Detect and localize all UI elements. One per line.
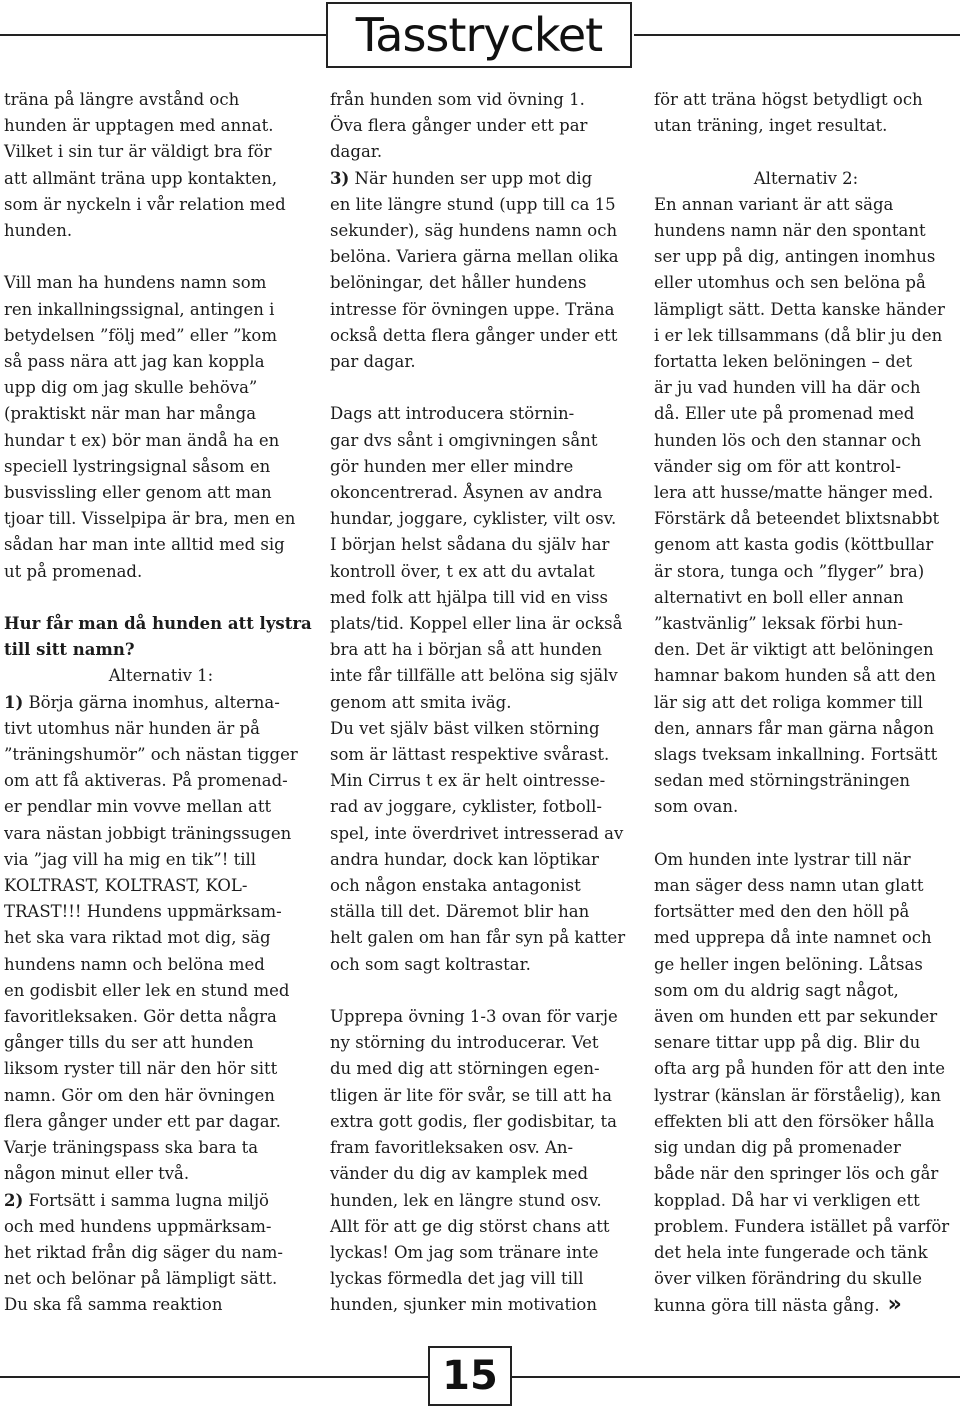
text-line: intresse för övningen uppe. Träna: [330, 299, 615, 319]
text-line: liksom ryster till när den hör sitt: [4, 1059, 278, 1079]
text-line: tligen är lite för svår, se till att ha: [330, 1085, 612, 1105]
text-line: okoncentrerad. Åsynen av andra: [330, 483, 603, 503]
text-line: Öva flera gånger under ett par: [330, 116, 588, 136]
text-line: belöningar, det håller hundens: [330, 273, 587, 293]
text-line: den, annars får man gärna någon: [654, 718, 934, 738]
text-line: ställa till det. Däremot blir han: [330, 902, 590, 922]
text-line: KOLTRAST, KOLTRAST, KOL-: [4, 876, 248, 896]
text-line: senare tittar upp på dig. Blir du: [654, 1033, 921, 1053]
text-line: utan träning, inget resultat.: [654, 116, 888, 136]
page-number: 15: [442, 1353, 498, 1399]
text-line: lyckas förmedla det jag vill till: [330, 1269, 584, 1289]
text-line: fortatta leken belöningen – det: [654, 352, 913, 372]
text-line: sådan har man inte alltid med sig: [4, 535, 285, 555]
text-line: Vilket i sin tur är väldigt bra för: [4, 142, 272, 162]
text-line: ren inkallningssignal, antingen i: [4, 299, 275, 319]
text-line: slags tveksam inkallning. Fortsätt: [654, 745, 938, 765]
text-line: En annan variant är att säga: [654, 194, 894, 214]
text-line: man säger dess namn utan glatt: [654, 876, 924, 896]
text-line: hunden.: [4, 221, 73, 241]
text-line: Alternativ 1:: [108, 666, 214, 686]
text-line: er pendlar min vovve mellan att: [4, 797, 272, 817]
text-line: så pass nära att jag kan koppla: [4, 352, 265, 372]
text-line: och någon enstaka antagonist: [330, 876, 581, 896]
text-line: busvissling eller genom att man: [4, 483, 272, 503]
text-line: som är nyckeln i vår relation med: [4, 194, 286, 214]
text-column-1: [4, 87, 318, 1319]
text-line: tjoar till. Visselpipa är bra, men en: [4, 509, 296, 529]
text-line: du med dig att störningen egen-: [330, 1059, 600, 1079]
text-line: lystrar (känslan är förståelig), kan: [654, 1085, 942, 1105]
text-line: fortsätter med den den höll på: [654, 902, 910, 922]
text-line: (praktiskt när man har många: [4, 404, 257, 424]
text-line: och som sagt koltrastar.: [330, 954, 531, 974]
text-line: kontroll över, t ex att du avtalat: [330, 561, 595, 581]
masthead-box: [326, 2, 632, 68]
text-line: alternativt en boll eller annan: [654, 587, 904, 607]
header-rule-right: [634, 34, 960, 36]
text-line: vänder du dig av kamplek med: [330, 1164, 589, 1184]
text-line: en godisbit eller lek en stund med: [4, 980, 290, 1000]
text-line: hunden är upptagen med annat.: [4, 116, 274, 136]
text-line: ge heller ingen belöning. Låtsas: [654, 954, 923, 974]
text-line: kopplad. Då har vi verkligen ett: [654, 1190, 920, 1210]
text-line: 2) Fortsätt i samma lugna miljö: [4, 1190, 269, 1210]
text-line: hunden, lek en längre stund osv.: [330, 1190, 602, 1210]
text-line: Varje träningspass ska bara ta: [4, 1138, 259, 1158]
paragraph-gap: [330, 375, 636, 401]
text-line: ny störning du introducerar. Vet: [330, 1033, 599, 1053]
text-line: dagar.: [330, 142, 383, 162]
text-line: hunden, sjunker min motivation: [330, 1295, 597, 1315]
text-line: speciell lystringsignal såsom en: [4, 456, 271, 476]
text-line: vänder sig om för att kontrol-: [654, 456, 902, 476]
text-line: Du ska få samma reaktion: [4, 1295, 223, 1315]
text-line: ser upp på dig, antingen inomhus: [654, 247, 936, 267]
text-line: till sitt namn?: [4, 640, 135, 660]
text-line: sig undan dig på promenader: [654, 1138, 901, 1158]
text-line: I början helst sådana du själv har: [330, 535, 610, 555]
text-line: och med hundens uppmärksam-: [4, 1216, 272, 1236]
paragraph-gap: [654, 821, 958, 847]
text-line: lämpligt sätt. Detta kanske händer: [654, 299, 945, 319]
text-line: gånger tills du ser att hunden: [4, 1033, 254, 1053]
text-line: Dags att introducera störnin-: [330, 404, 575, 424]
text-line: upp dig om jag skulle behöva”: [4, 378, 258, 398]
text-line: gar dvs sånt i omgivningen sånt: [330, 430, 598, 450]
text-line: rad av joggare, cyklister, fotboll-: [330, 797, 602, 817]
text-line: favoritleksaken. Gör detta några: [4, 1007, 277, 1027]
text-line: i er lek tillsammans (då blir ju den: [654, 325, 943, 345]
text-line: helt galen om han får syn på katter: [330, 928, 626, 948]
footer-rule-left: [0, 1376, 428, 1378]
text-line: som ovan.: [654, 797, 739, 817]
text-line: het ska vara riktad mot dig, säg: [4, 928, 271, 948]
text-line: hundens namn och belöna med: [4, 954, 265, 974]
text-line: betydelsen ”följ med” eller ”kom: [4, 325, 277, 345]
text-line: med folk att hjälpa till vid en viss: [330, 587, 608, 607]
text-line: par dagar.: [330, 352, 416, 372]
text-line: hamnar bakom hunden så att den: [654, 666, 936, 686]
text-line: sekunder), säg hundens namn och: [330, 221, 618, 241]
text-line: genom att smita iväg.: [330, 692, 512, 712]
text-line: hundar, joggare, cyklister, vilt osv.: [330, 509, 617, 529]
text-line: Hur får man då hunden att lystra: [4, 614, 312, 634]
text-line: effekten bli att den försöker hålla: [654, 1111, 935, 1131]
text-line: lär sig att det roliga kommer till: [654, 692, 923, 712]
text-line: ofta arg på hunden för att den inte: [654, 1059, 946, 1079]
text-line: eller utomhus och sen belöna på: [654, 273, 926, 293]
text-line: en lite längre stund (upp till ca 15: [330, 194, 616, 214]
text-line: det hela inte fungerade och tänk: [654, 1242, 928, 1262]
text-line: hunden lös och den stannar och: [654, 430, 922, 450]
text-line: som om du aldrig sagt något,: [654, 980, 899, 1000]
paragraph-gap: [4, 585, 318, 611]
text-line: över vilken förändring du skulle: [654, 1269, 923, 1289]
continue-arrow-icon: »: [887, 1292, 902, 1318]
text-line: via ”jag vill ha mig en tik”! till: [4, 849, 257, 869]
text-line: som är lättast respektive svårast.: [330, 745, 610, 765]
text-line: lera att husse/matte hänger med.: [654, 483, 934, 503]
text-line: någon minut eller två.: [4, 1164, 190, 1184]
text-line: att allmänt träna upp kontakten,: [4, 168, 278, 188]
text-line-content: kunna göra till nästa gång.: [654, 1296, 880, 1316]
text-line: genom att kasta godis (köttbullar: [654, 535, 934, 555]
text-line: problem. Fundera istället på varför: [654, 1216, 950, 1236]
paragraph-gap: [330, 978, 636, 1004]
text-line: för att träna högst betydligt och: [654, 90, 923, 109]
text-line: Du vet själv bäst vilken störning: [330, 718, 600, 738]
text-line: vara nästan jobbigt träningssugen: [4, 823, 292, 843]
text-line: ”träningshumör” och nästan tigger: [4, 745, 298, 765]
text-line: flera gånger under ett par dagar.: [4, 1111, 281, 1131]
text-line: 3) När hunden ser upp mot dig: [330, 168, 593, 188]
text-line: andra hundar, dock kan löptikar: [330, 849, 599, 869]
text-line: från hunden som vid övning 1.: [330, 90, 585, 109]
text-line: träna på längre avstånd och: [4, 90, 240, 109]
masthead-title: Tasstrycket: [355, 8, 603, 62]
text-line: fram favoritleksaken osv. An-: [330, 1138, 574, 1158]
text-column-2: [330, 87, 636, 1319]
text-line: också detta flera gånger under ett: [330, 325, 618, 345]
paragraph-gap: [654, 139, 958, 165]
text-column-3: [654, 87, 958, 1320]
text-line: extra gott godis, fler godisbitar, ta: [330, 1111, 618, 1131]
header-rule-left: [0, 34, 326, 36]
text-line: Vill man ha hundens namn som: [4, 273, 267, 293]
text-line: [654, 1292, 958, 1319]
text-line: spel, inte överdrivet intresserad av: [330, 823, 624, 843]
text-line: ”kastvänlig” leksak förbi hun-: [654, 614, 904, 634]
text-line: belöna. Variera gärna mellan olika: [330, 247, 619, 267]
text-line: är stora, tunga och ”flyger” bra): [654, 561, 925, 581]
text-line: Om hunden inte lystrar till när: [654, 849, 911, 869]
text-line: den. Det är viktigt att belöningen: [654, 640, 934, 660]
text-line: bra att ha i början så att hunden: [330, 640, 603, 660]
text-line: Förstärk då beteendet blixtsnabbt: [654, 509, 940, 529]
text-line: TRAST!!! Hundens uppmärksam-: [4, 902, 282, 922]
footer-rule-right: [512, 1376, 960, 1378]
text-line: tivt utomhus när hunden är på: [4, 718, 260, 738]
text-line: ut på promenad.: [4, 561, 143, 581]
text-line: Allt för att ge dig störst chans att: [330, 1216, 610, 1236]
paragraph-gap: [4, 244, 318, 270]
text-line: het riktad från dig säger du nam-: [4, 1242, 283, 1262]
text-line: lyckas! Om jag som tränare inte: [330, 1242, 599, 1262]
text-line: sedan med störningsträningen: [654, 771, 911, 791]
text-line: 1) Börja gärna inomhus, alterna-: [4, 692, 280, 712]
text-line: hundar t ex) bör man ändå ha en: [4, 430, 280, 450]
text-line: om att få aktiveras. På promenad-: [4, 771, 288, 791]
text-line: namn. Gör om den här övningen: [4, 1085, 275, 1105]
text-line: med upprepa då inte namnet och: [654, 928, 932, 948]
text-line: Alternativ 2:: [753, 168, 859, 188]
text-line: även om hunden ett par sekunder: [654, 1007, 938, 1027]
text-line: plats/tid. Koppel eller lina är också: [330, 614, 623, 634]
text-line: då. Eller ute på promenad med: [654, 404, 915, 424]
text-line: Min Cirrus t ex är helt ointresse-: [330, 771, 606, 791]
text-line: inte får tillfälle att belöna sig själv: [330, 666, 618, 686]
text-line: Upprepa övning 1-3 ovan för varje: [330, 1007, 618, 1027]
text-line: net och belönar på lämpligt sätt.: [4, 1269, 278, 1289]
text-line: både när den springer lös och går: [654, 1164, 939, 1184]
text-line: hundens namn när den spontant: [654, 221, 926, 240]
text-line: är ju vad hunden vill ha där och: [654, 378, 921, 398]
text-line: gör hunden mer eller mindre: [330, 456, 574, 476]
page-number-box: [428, 1346, 512, 1406]
